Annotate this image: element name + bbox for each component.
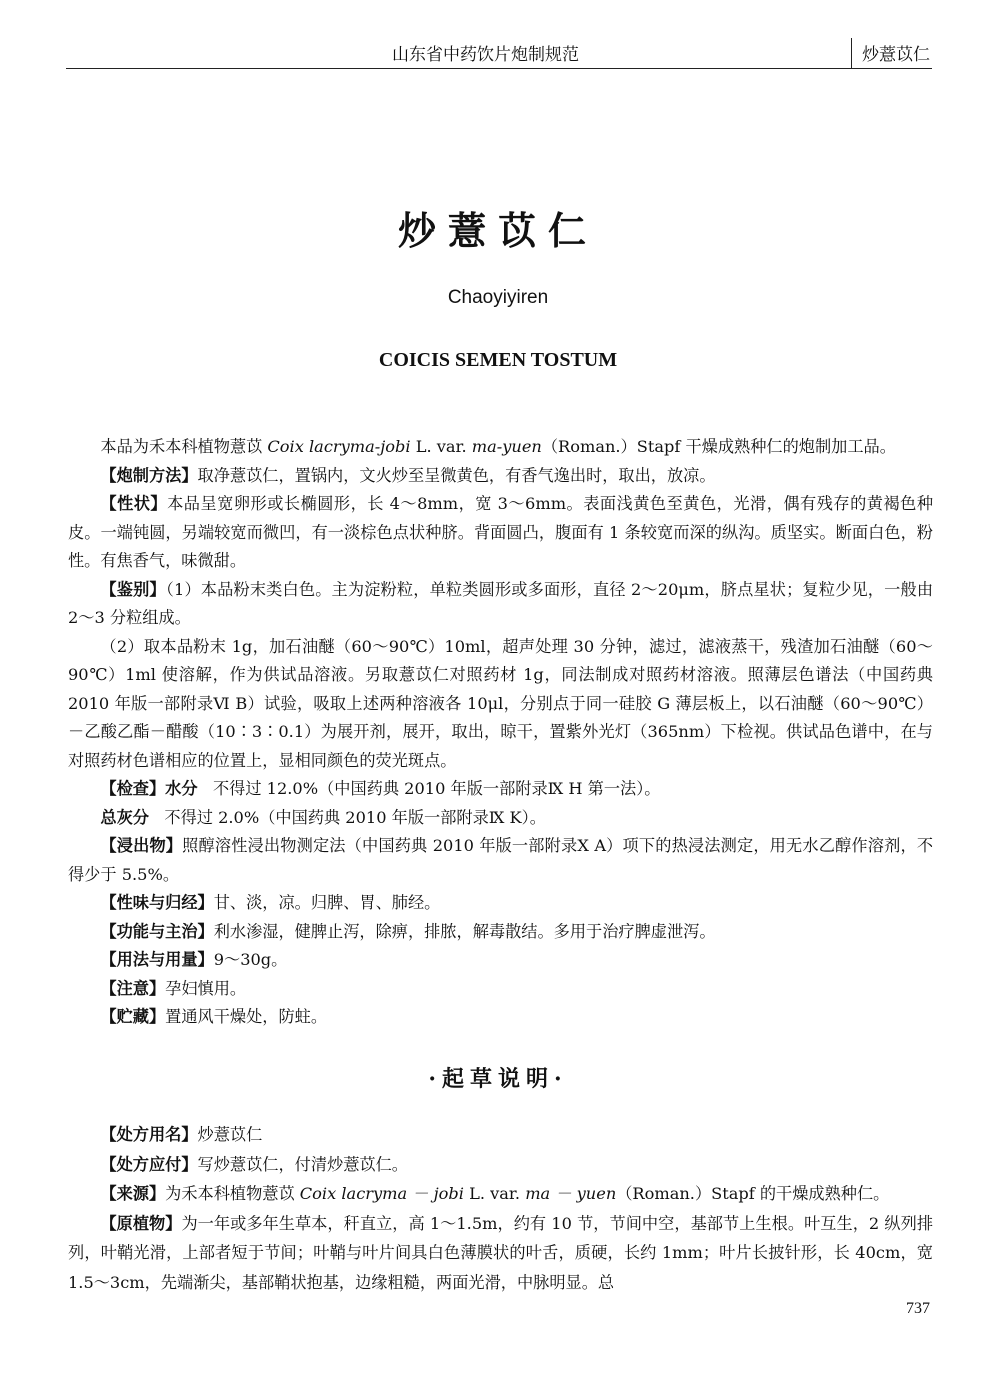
- drafting-notes-title: ·起草说明·: [428, 1066, 568, 1092]
- monograph-title: 炒薏苡仁: [397, 208, 598, 253]
- header-divider: [851, 38, 852, 68]
- intro-paragraph: 本品为禾本科植物薏苡 Coix lacryma-jobi L. var. ma-yuen（Roman.）Stapf 干燥成熟种仁的炮制加工品。: [100, 437, 896, 456]
- identification-tlc-paragraph: （2）取本品粉末 1g，加石油醚（60～90℃）10ml，超声处理 30 分钟，滤过，滤液蒸干，残渣加石油醚（60～90℃）1ml 使溶解，作为供试品溶液。另取薏苡仁对照药材 1g，同法制成对照药材溶液。照薄层色谱法（中国药典 2010 年版一部附录Ⅵ B）试验，吸取上述两种溶液各 10μl，分别点于同一硅胶 G 薄层板上，以石油醚（60～90℃）－乙酸乙酯－醋酸（10∶3∶0.1）为展开剂，展开，取出，晾干，置紫外光灯（365nm）下检视。供试品色谱中，在与对照药材色谱相应的位置上，显相同颜色的荧光斑点。: [68, 636, 933, 770]
- processing-paragraph: 【炮制方法】取净薏苡仁，置锅内，文火炒至呈微黄色，有香气逸出时，取出，放凉。: [100, 465, 716, 485]
- species-name: Coix lacryma-jobi: [267, 437, 411, 456]
- plant-paragraph: 【原植物】为一年或多年生草本，秆直立，高 1～1.5m，约有 10 节，节间中空，基部节上生根。叶互生，2 纵列排列，叶鞘光滑，上部者短于节间；叶鞘与叶片间具白色薄膜状的叶舌，质硬，长约 1mm；叶片长披针形，长 40cm，宽 1.5～3cm，先端渐尖，基部鞘状抱基，边缘粗糙，两面光滑，中脉明显。总: [68, 1213, 934, 1292]
- function-label: 【功能与主治】: [100, 921, 214, 941]
- processing-label: 【炮制方法】: [100, 465, 198, 485]
- usage-paragraph: 【用法与用量】9～30g。: [100, 950, 288, 969]
- running-header: [66, 38, 932, 69]
- storage-label: 【贮藏】: [100, 1007, 166, 1026]
- monograph-pinyin: Chaoyiyiren: [447, 287, 549, 308]
- drafting-notes-body: [68, 1120, 933, 1297]
- nature-label: 【性味与归经】: [100, 893, 214, 912]
- ash-paragraph: 总灰分 不得过 2.0%（中国药典 2010 年版一部附录Ⅸ K）。: [100, 807, 546, 827]
- nature-paragraph: 【性味与归经】甘、淡，凉。归脾、胃、肺经。: [100, 893, 441, 912]
- inspection-paragraph: 【检查】水分 不得过 12.0%（中国药典 2010 年版一部附录Ⅸ H 第一法）。: [100, 779, 661, 798]
- extract-paragraph: 【浸出物】照醇溶性浸出物测定法（中国药典 2010 年版一部附录Ⅹ A）项下的热浸法测定，用无水乙醇作溶剂，不得少于 5.5%。: [68, 836, 934, 884]
- characters-paragraph: 【性状】本品呈宽卵形或长椭圆形，长 4～8mm，宽 3～6mm。表面浅黄色至黄色，光滑，偶有残存的黄褐色种皮。一端钝圆，另端较宽而微凹，有一淡棕色点状种脐。背面圆凸，腹面有 1 条较宽而深的纵沟。质坚实。断面白色，粉性。有焦香气，味微甜。: [68, 494, 934, 570]
- usage-label: 【用法与用量】: [100, 950, 214, 969]
- storage-paragraph: 【贮藏】置通风干燥处，防蛀。: [100, 1007, 328, 1026]
- extract-label: 【浸出物】: [100, 836, 183, 855]
- prescription-name-paragraph: 【处方用名】炒薏苡仁: [100, 1125, 263, 1144]
- monograph-body: [68, 433, 933, 1032]
- inspection-label: 【检查】: [100, 779, 166, 798]
- monograph-latin-name: COICIS SEMEN TOSTUM: [378, 349, 618, 371]
- identification-label: 【鉴别】: [100, 579, 166, 599]
- caution-paragraph: 【注意】孕妇慎用。: [100, 978, 247, 998]
- source-paragraph: 【来源】为禾本科植物薏苡 Coix lacryma － jobi L. var. ma － yuen（Roman.）Stapf 的干燥成熟种仁。: [100, 1184, 890, 1203]
- page-number: 737: [906, 1300, 930, 1317]
- characters-label: 【性状】: [100, 494, 168, 513]
- dispensing-paragraph: 【处方应付】写炒薏苡仁，付清炒薏苡仁。: [100, 1154, 408, 1174]
- caution-label: 【注意】: [100, 978, 166, 998]
- header-section-name: 炒薏苡仁: [862, 45, 930, 65]
- header-book-title: 山东省中药饮片炮制规范: [392, 45, 579, 65]
- function-paragraph: 【功能与主治】利水渗湿，健脾止泻，除痹，排脓，解毒散结。多用于治疗脾虚泄泻。: [100, 921, 716, 941]
- variety-name: ma-yuen: [471, 437, 542, 456]
- identification-paragraph: 【鉴别】（1）本品粉末类白色。主为淀粉粒，单粒类圆形或多面形，直径 2～20μm，脐点星状；复粒少见，一般由 2～3 分粒组成。: [68, 579, 934, 627]
